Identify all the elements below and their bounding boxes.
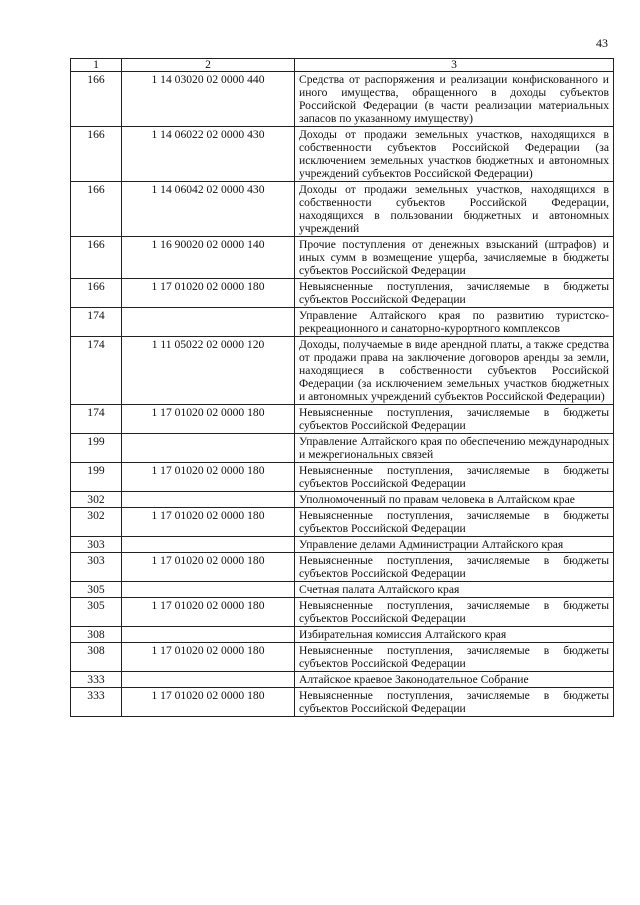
table-row	[71, 434, 614, 463]
revenue-name-cell: Управление делами Администрации Алтайского края	[295, 537, 614, 553]
revenue-name-cell: Уполномоченный по правам человека в Алтайском крае	[295, 492, 614, 508]
revenue-name-cell: Доходы от продажи земельных участков, находящихся в собственности субъектов Российской Федерации (за исключением земельных участков бюджетных и автономных учреждений субъектов Российской Федерации)	[295, 127, 614, 182]
revenue-code-cell: 1 17 01020 02 0000 180	[122, 463, 295, 492]
column-header-2: 2	[122, 59, 295, 72]
revenue-name-cell: Доходы от продажи земельных участков, находящихся в собственности субъектов Российской Федерации, находящихся в пользовании бюджетных и автономных учреждений	[295, 182, 614, 237]
revenue-code-cell	[122, 582, 295, 598]
column-header-1: 1	[71, 59, 122, 72]
administrator-code-cell: 166	[71, 182, 122, 237]
revenue-name-cell: Невыясненные поступления, зачисляемые в бюджеты субъектов Российской Федерации	[295, 643, 614, 672]
administrator-code-cell: 199	[71, 463, 122, 492]
revenue-name-cell: Алтайское краевое Законодательное Собрание	[295, 672, 614, 688]
revenue-code-cell: 1 17 01020 02 0000 180	[122, 553, 295, 582]
administrator-code-cell: 166	[71, 127, 122, 182]
table-row	[71, 182, 614, 237]
table-row	[71, 492, 614, 508]
administrator-code-cell: 166	[71, 279, 122, 308]
table-row	[71, 598, 614, 627]
revenue-name-cell: Невыясненные поступления, зачисляемые в бюджеты субъектов Российской Федерации	[295, 279, 614, 308]
revenue-name-cell: Управление Алтайского края по обеспечению международных и межрегиональных связей	[295, 434, 614, 463]
revenue-name-cell: Невыясненные поступления, зачисляемые в бюджеты субъектов Российской Федерации	[295, 598, 614, 627]
revenue-code-cell	[122, 537, 295, 553]
revenue-name-cell: Невыясненные поступления, зачисляемые в бюджеты субъектов Российской Федерации	[295, 553, 614, 582]
revenue-code-cell: 1 16 90020 02 0000 140	[122, 237, 295, 279]
revenue-code-cell: 1 17 01020 02 0000 180	[122, 508, 295, 537]
table-row	[71, 279, 614, 308]
revenue-code-cell	[122, 434, 295, 463]
revenue-code-cell: 1 14 06042 02 0000 430	[122, 182, 295, 237]
administrator-code-cell: 174	[71, 405, 122, 434]
administrator-code-cell: 174	[71, 337, 122, 405]
table-row	[71, 72, 614, 127]
revenue-name-cell: Невыясненные поступления, зачисляемые в бюджеты субъектов Российской Федерации	[295, 508, 614, 537]
administrator-code-cell: 333	[71, 672, 122, 688]
table-row	[71, 582, 614, 598]
revenue-table	[70, 58, 614, 717]
table-row	[71, 337, 614, 405]
revenue-code-cell: 1 14 06022 02 0000 430	[122, 127, 295, 182]
administrator-code-cell: 174	[71, 308, 122, 337]
revenue-name-cell: Невыясненные поступления, зачисляемые в бюджеты субъектов Российской Федерации	[295, 688, 614, 717]
table-row	[71, 405, 614, 434]
table-row	[71, 308, 614, 337]
administrator-code-cell: 333	[71, 688, 122, 717]
revenue-code-cell: 1 17 01020 02 0000 180	[122, 598, 295, 627]
revenue-code-cell	[122, 672, 295, 688]
revenue-name-cell: Счетная палата Алтайского края	[295, 582, 614, 598]
revenue-code-cell: 1 17 01020 02 0000 180	[122, 688, 295, 717]
revenue-name-cell: Доходы, получаемые в виде арендной платы, а также средства от продажи права на заключение договоров аренды за земли, находящиеся в собственности субъектов Российской Федерации (за исключением земельных участков бюджетных и автономных учреждений субъектов Российской Федерации)	[295, 337, 614, 405]
administrator-code-cell: 303	[71, 553, 122, 582]
revenue-name-cell: Управление Алтайского края по развитию туристско-рекреационного и санаторно-курортного комплексов	[295, 308, 614, 337]
revenue-code-cell: 1 17 01020 02 0000 180	[122, 405, 295, 434]
page-number: 43	[596, 36, 608, 50]
revenue-code-cell	[122, 627, 295, 643]
revenue-code-cell: 1 17 01020 02 0000 180	[122, 643, 295, 672]
revenue-code-cell: 1 11 05022 02 0000 120	[122, 337, 295, 405]
revenue-code-cell: 1 17 01020 02 0000 180	[122, 279, 295, 308]
revenue-name-cell: Невыясненные поступления, зачисляемые в бюджеты субъектов Российской Федерации	[295, 463, 614, 492]
header-row	[71, 59, 614, 72]
administrator-code-cell: 303	[71, 537, 122, 553]
table-row	[71, 237, 614, 279]
table-row	[71, 537, 614, 553]
table-row	[71, 643, 614, 672]
revenue-name-cell: Избирательная комиссия Алтайского края	[295, 627, 614, 643]
revenue-code-cell	[122, 308, 295, 337]
table-row	[71, 127, 614, 182]
table-row	[71, 508, 614, 537]
administrator-code-cell: 308	[71, 643, 122, 672]
table-row	[71, 672, 614, 688]
administrator-code-cell: 305	[71, 582, 122, 598]
table-row	[71, 553, 614, 582]
table-row	[71, 688, 614, 717]
revenue-code-cell	[122, 492, 295, 508]
administrator-code-cell: 166	[71, 237, 122, 279]
administrator-code-cell: 308	[71, 627, 122, 643]
administrator-code-cell: 305	[71, 598, 122, 627]
table-row	[71, 627, 614, 643]
administrator-code-cell: 302	[71, 492, 122, 508]
revenue-name-cell: Средства от распоряжения и реализации конфискованного и иного имущества, обращенного в доходы субъектов Российской Федерации (в части реализации материальных запасов по указанному имуществу)	[295, 72, 614, 127]
revenue-name-cell: Прочие поступления от денежных взысканий (штрафов) и иных сумм в возмещение ущерба, зачисляемые в бюджеты субъектов Российской Федерации	[295, 237, 614, 279]
administrator-code-cell: 302	[71, 508, 122, 537]
administrator-code-cell: 166	[71, 72, 122, 127]
column-header-3: 3	[295, 59, 614, 72]
table-row	[71, 463, 614, 492]
revenue-code-cell: 1 14 03020 02 0000 440	[122, 72, 295, 127]
administrator-code-cell: 199	[71, 434, 122, 463]
revenue-name-cell: Невыясненные поступления, зачисляемые в бюджеты субъектов Российской Федерации	[295, 405, 614, 434]
